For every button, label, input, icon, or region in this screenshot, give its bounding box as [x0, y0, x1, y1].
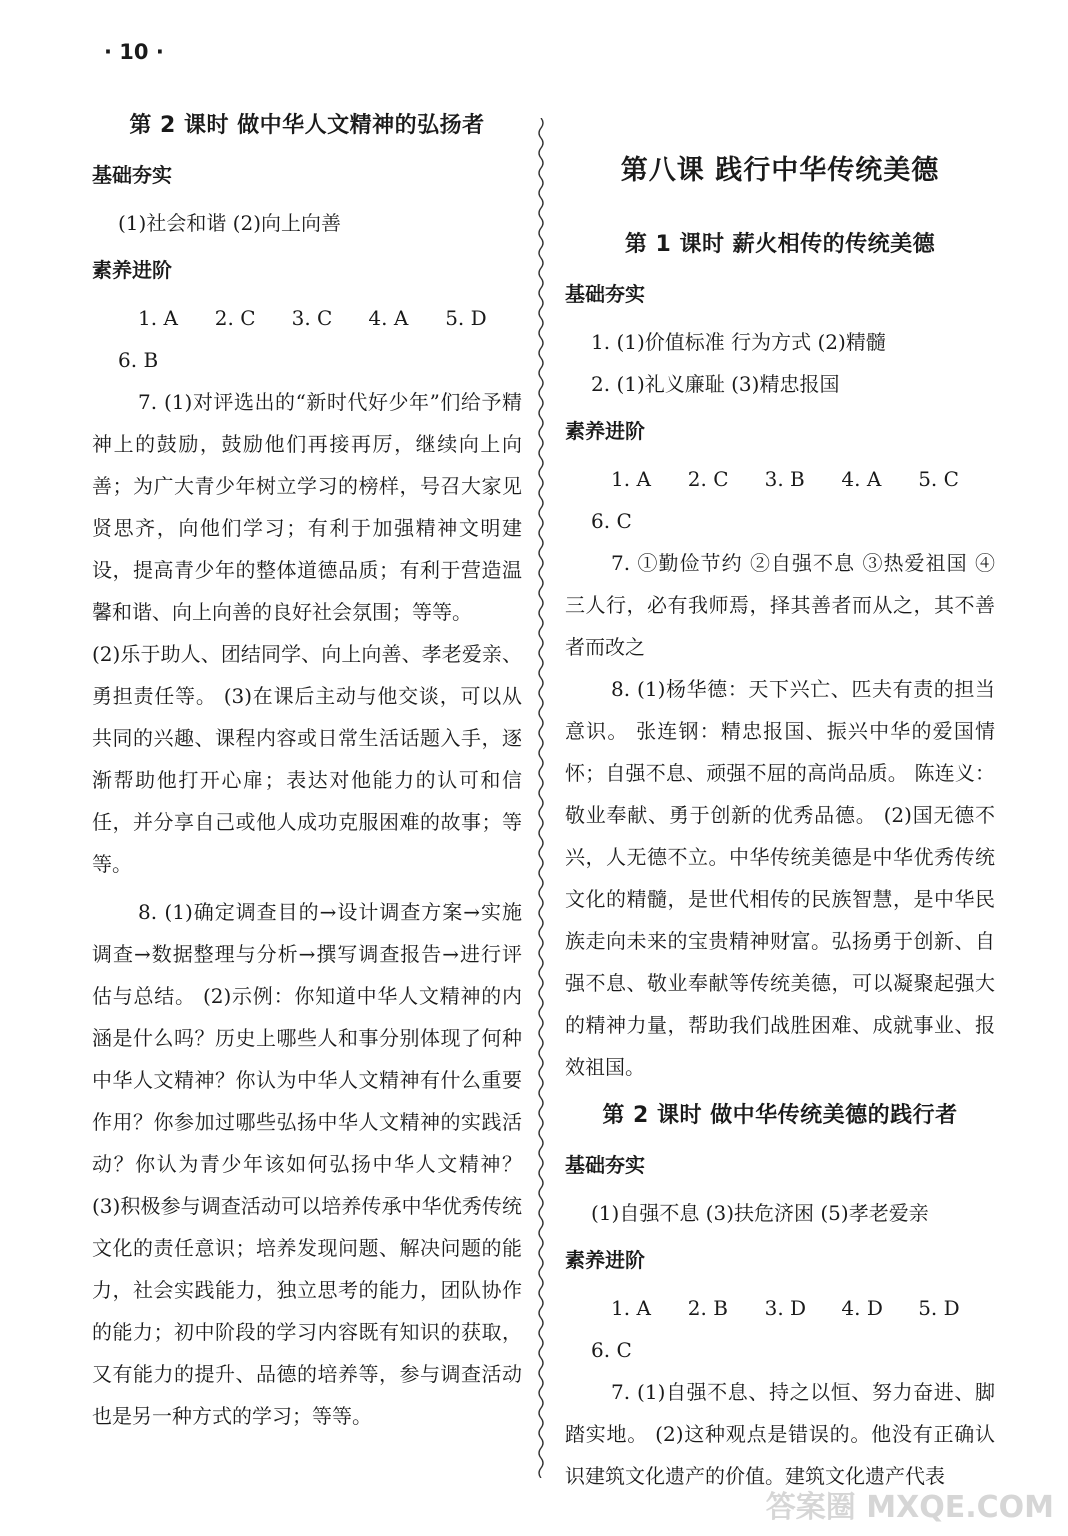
- section-heading: 基础夯实: [92, 163, 172, 187]
- choice-answer: 4. A: [368, 306, 409, 330]
- answer-paragraph: 7. ①勤俭节约 ②自强不息 ③热爱祖国 ④三人行，必有我师焉，择其善者而从之，其不善者而改之: [565, 551, 995, 659]
- section-heading: 素养进阶: [92, 258, 172, 282]
- answer-paragraph: (2)乐于助人、团结同学、向上向善、孝老爱亲、勇担责任等。 (3)在课后主动与他交谈，可以从共同的兴趣、课程内容或日常生活话题入手，逐渐帮助他打开心扉；表达对他能力的认可和信任，并分享自己或他人成功克服困难的故事；等等。: [92, 642, 522, 876]
- right-column: [565, 148, 995, 1497]
- answer-paragraph: 7. (1)自强不息、持之以恒、努力奋进、脚踏实地。 (2)这种观点是错误的。他没有正确认识建筑文化遗产的价值。建筑文化遗产代表: [565, 1380, 995, 1488]
- answer-line: (1)社会和谐 (2)向上向善: [118, 211, 342, 235]
- answer-paragraph: 8. (1)确定调查目的→设计调查方案→实施调查→数据整理与分析→撰写调查报告→进行评估与总结。 (2)示例：你知道中华人文精神的内涵是什么吗？历史上哪些人和事分别体现了何种中华人文精神？你认为中华人文精神有什么重要作用？你参加过哪些弘扬中华人文精神的实践活动？你认为青少年该如何弘扬中华人文精神？ (3)积极参与调查活动可以培养传承中华优秀传统文化的责任意识；培养发现问题、解决问题的能力，社会实践能力，独立思考的能力，团队协作的能力；初中阶段的学习内容既有知识的获取，又有能力的提升、品德的培养等，参与调查活动也是另一种方式的学习；等等。: [92, 900, 522, 1428]
- answer-line: 6. C: [591, 1338, 632, 1362]
- choice-answer: 2. C: [214, 306, 256, 330]
- choice-answer: 4. D: [841, 1296, 883, 1320]
- page-number: · 10 ·: [104, 40, 164, 64]
- section-heading: 素养进阶: [565, 1248, 645, 1272]
- answer-line: 6. B: [118, 348, 159, 372]
- answer-line: 6. C: [591, 509, 632, 533]
- left-column: [92, 108, 522, 1437]
- choice-answer: 2. B: [687, 1296, 728, 1320]
- choice-answer: 3. C: [291, 306, 333, 330]
- choice-answer: 3. D: [764, 1296, 807, 1320]
- choice-answer: 2. C: [687, 467, 729, 491]
- answer-line: 2. (1)礼义廉耻 (3)精忠报国: [591, 372, 840, 396]
- section-heading: 基础夯实: [565, 1153, 645, 1177]
- lesson-title: 第 2 课时 做中华人文精神的弘扬者: [129, 113, 485, 138]
- choice-answer: 5. D: [918, 1296, 960, 1320]
- section-heading: 基础夯实: [565, 282, 645, 306]
- choice-answer: 5. C: [918, 467, 959, 491]
- choice-answers: [565, 458, 995, 500]
- choice-answers: [92, 297, 522, 339]
- section-heading: 素养进阶: [565, 419, 645, 443]
- answer-paragraph: 7. (1)对评选出的“新时代好少年”们给予精神上的鼓励，鼓励他们再接再厉，继续向上向善；为广大青少年树立学习的榜样，号召大家见贤思齐，向他们学习；有利于加强精神文明建设，提高青少年的整体道德品质；有利于营造温馨和谐、向上向善的良好社会氛围；等等。: [92, 390, 522, 624]
- choice-answer: 1. A: [611, 467, 651, 491]
- answer-line: 1. (1)价值标准 行为方式 (2)精髓: [591, 330, 886, 354]
- lesson-title: 第 2 课时 做中华传统美德的践行者: [602, 1103, 958, 1128]
- answer-paragraph: 8. (1)杨华德：天下兴亡、匹夫有责的担当意识。 张连钢：精忠报国、振兴中华的爱国情怀；自强不息、顽强不屈的高尚品质。 陈连义：敬业奉献、勇于创新的优秀品德。 (2)国无德不兴，人无德不立。中华传统美德是中华优秀传统文化的精髓，是世代相传的民族智慧，是中华民族走向未来的宝贵精神财富。弘扬勇于创新、自强不息、敬业奉献等传统美德，可以凝聚起强大的精神力量，帮助我们战胜困难、成就事业、报效祖国。: [565, 677, 995, 1079]
- choice-answer: 1. A: [138, 306, 178, 330]
- lesson-title: 第 1 课时 薪火相传的传统美德: [624, 232, 936, 257]
- choice-answer: 1. A: [611, 1296, 651, 1320]
- choice-answer: 3. B: [764, 467, 805, 491]
- choice-answer: 5. D: [445, 306, 487, 330]
- choice-answer: 4. A: [841, 467, 882, 491]
- column-divider: [534, 118, 548, 1478]
- watermark: 答案圈 MXQE.COM: [765, 1490, 1054, 1525]
- choice-answers: [565, 1287, 995, 1329]
- answer-line: (1)自强不息 (3)扶危济困 (5)孝老爱亲: [591, 1201, 929, 1225]
- chapter-title: 第八课 践行中华传统美德: [620, 155, 940, 186]
